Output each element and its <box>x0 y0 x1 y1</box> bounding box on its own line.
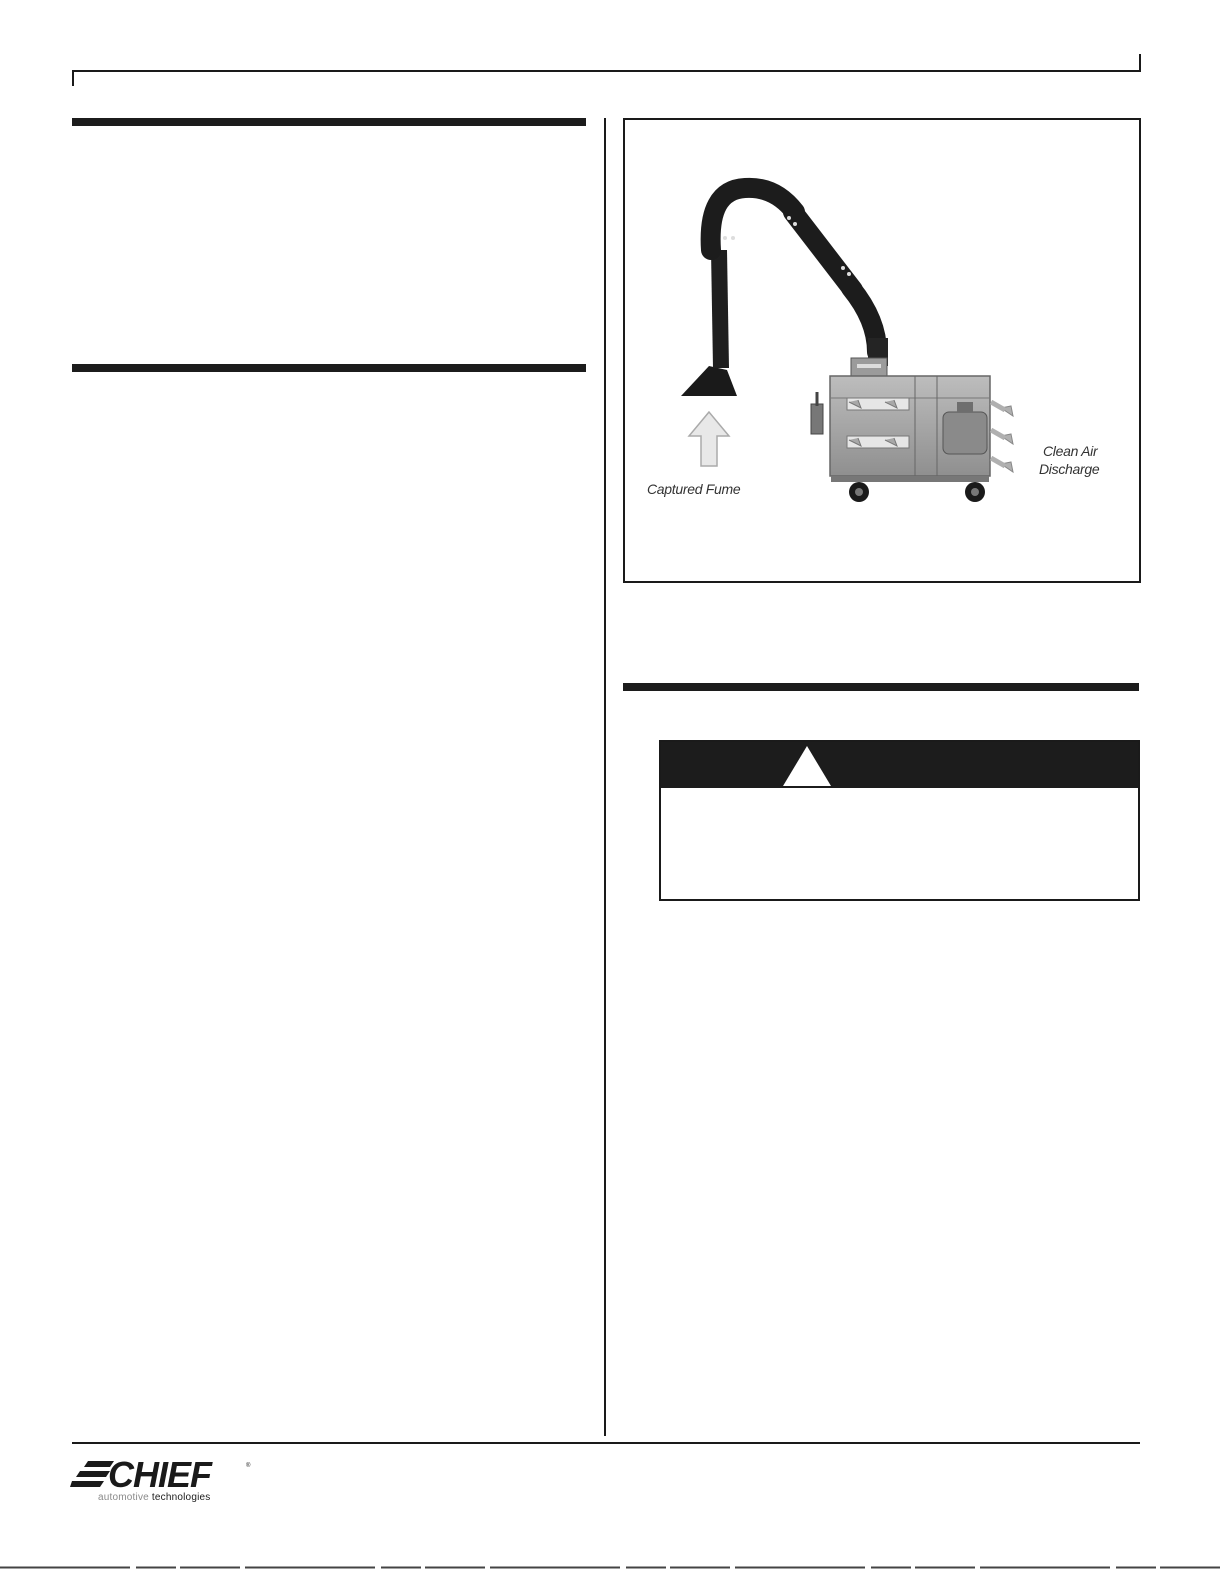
header-rule <box>72 70 1141 72</box>
bottom-edge-strip <box>0 1566 1225 1569</box>
section-bar-1 <box>72 118 586 126</box>
chief-logo-mark <box>70 1455 260 1493</box>
svg-text:CHIEF: CHIEF <box>108 1455 211 1493</box>
column-divider <box>604 118 606 1436</box>
section-bar-3 <box>623 683 1139 691</box>
warning-box <box>659 740 1140 901</box>
header-tick-left <box>72 70 74 86</box>
fume-extractor-figure <box>623 118 1141 583</box>
logo-subtitle-dark: technologies <box>151 1492 211 1503</box>
logo-subtitle <box>98 1492 210 1503</box>
chief-logo <box>70 1455 260 1507</box>
logo-subtitle-light: automotive <box>98 1492 149 1503</box>
header-tick-right <box>1139 54 1141 71</box>
clean-air-label-line2: Discharge <box>1039 461 1100 477</box>
fume-extractor-illustration <box>625 120 1139 581</box>
captured-fume-label: Captured Fume <box>647 481 741 497</box>
footer-rule <box>72 1442 1140 1444</box>
warning-header <box>661 742 1138 788</box>
svg-text:®: ® <box>246 1463 251 1469</box>
warning-triangle-icon <box>781 744 833 788</box>
section-bar-2 <box>72 364 586 372</box>
clean-air-label-line1: Clean Air <box>1043 443 1098 459</box>
